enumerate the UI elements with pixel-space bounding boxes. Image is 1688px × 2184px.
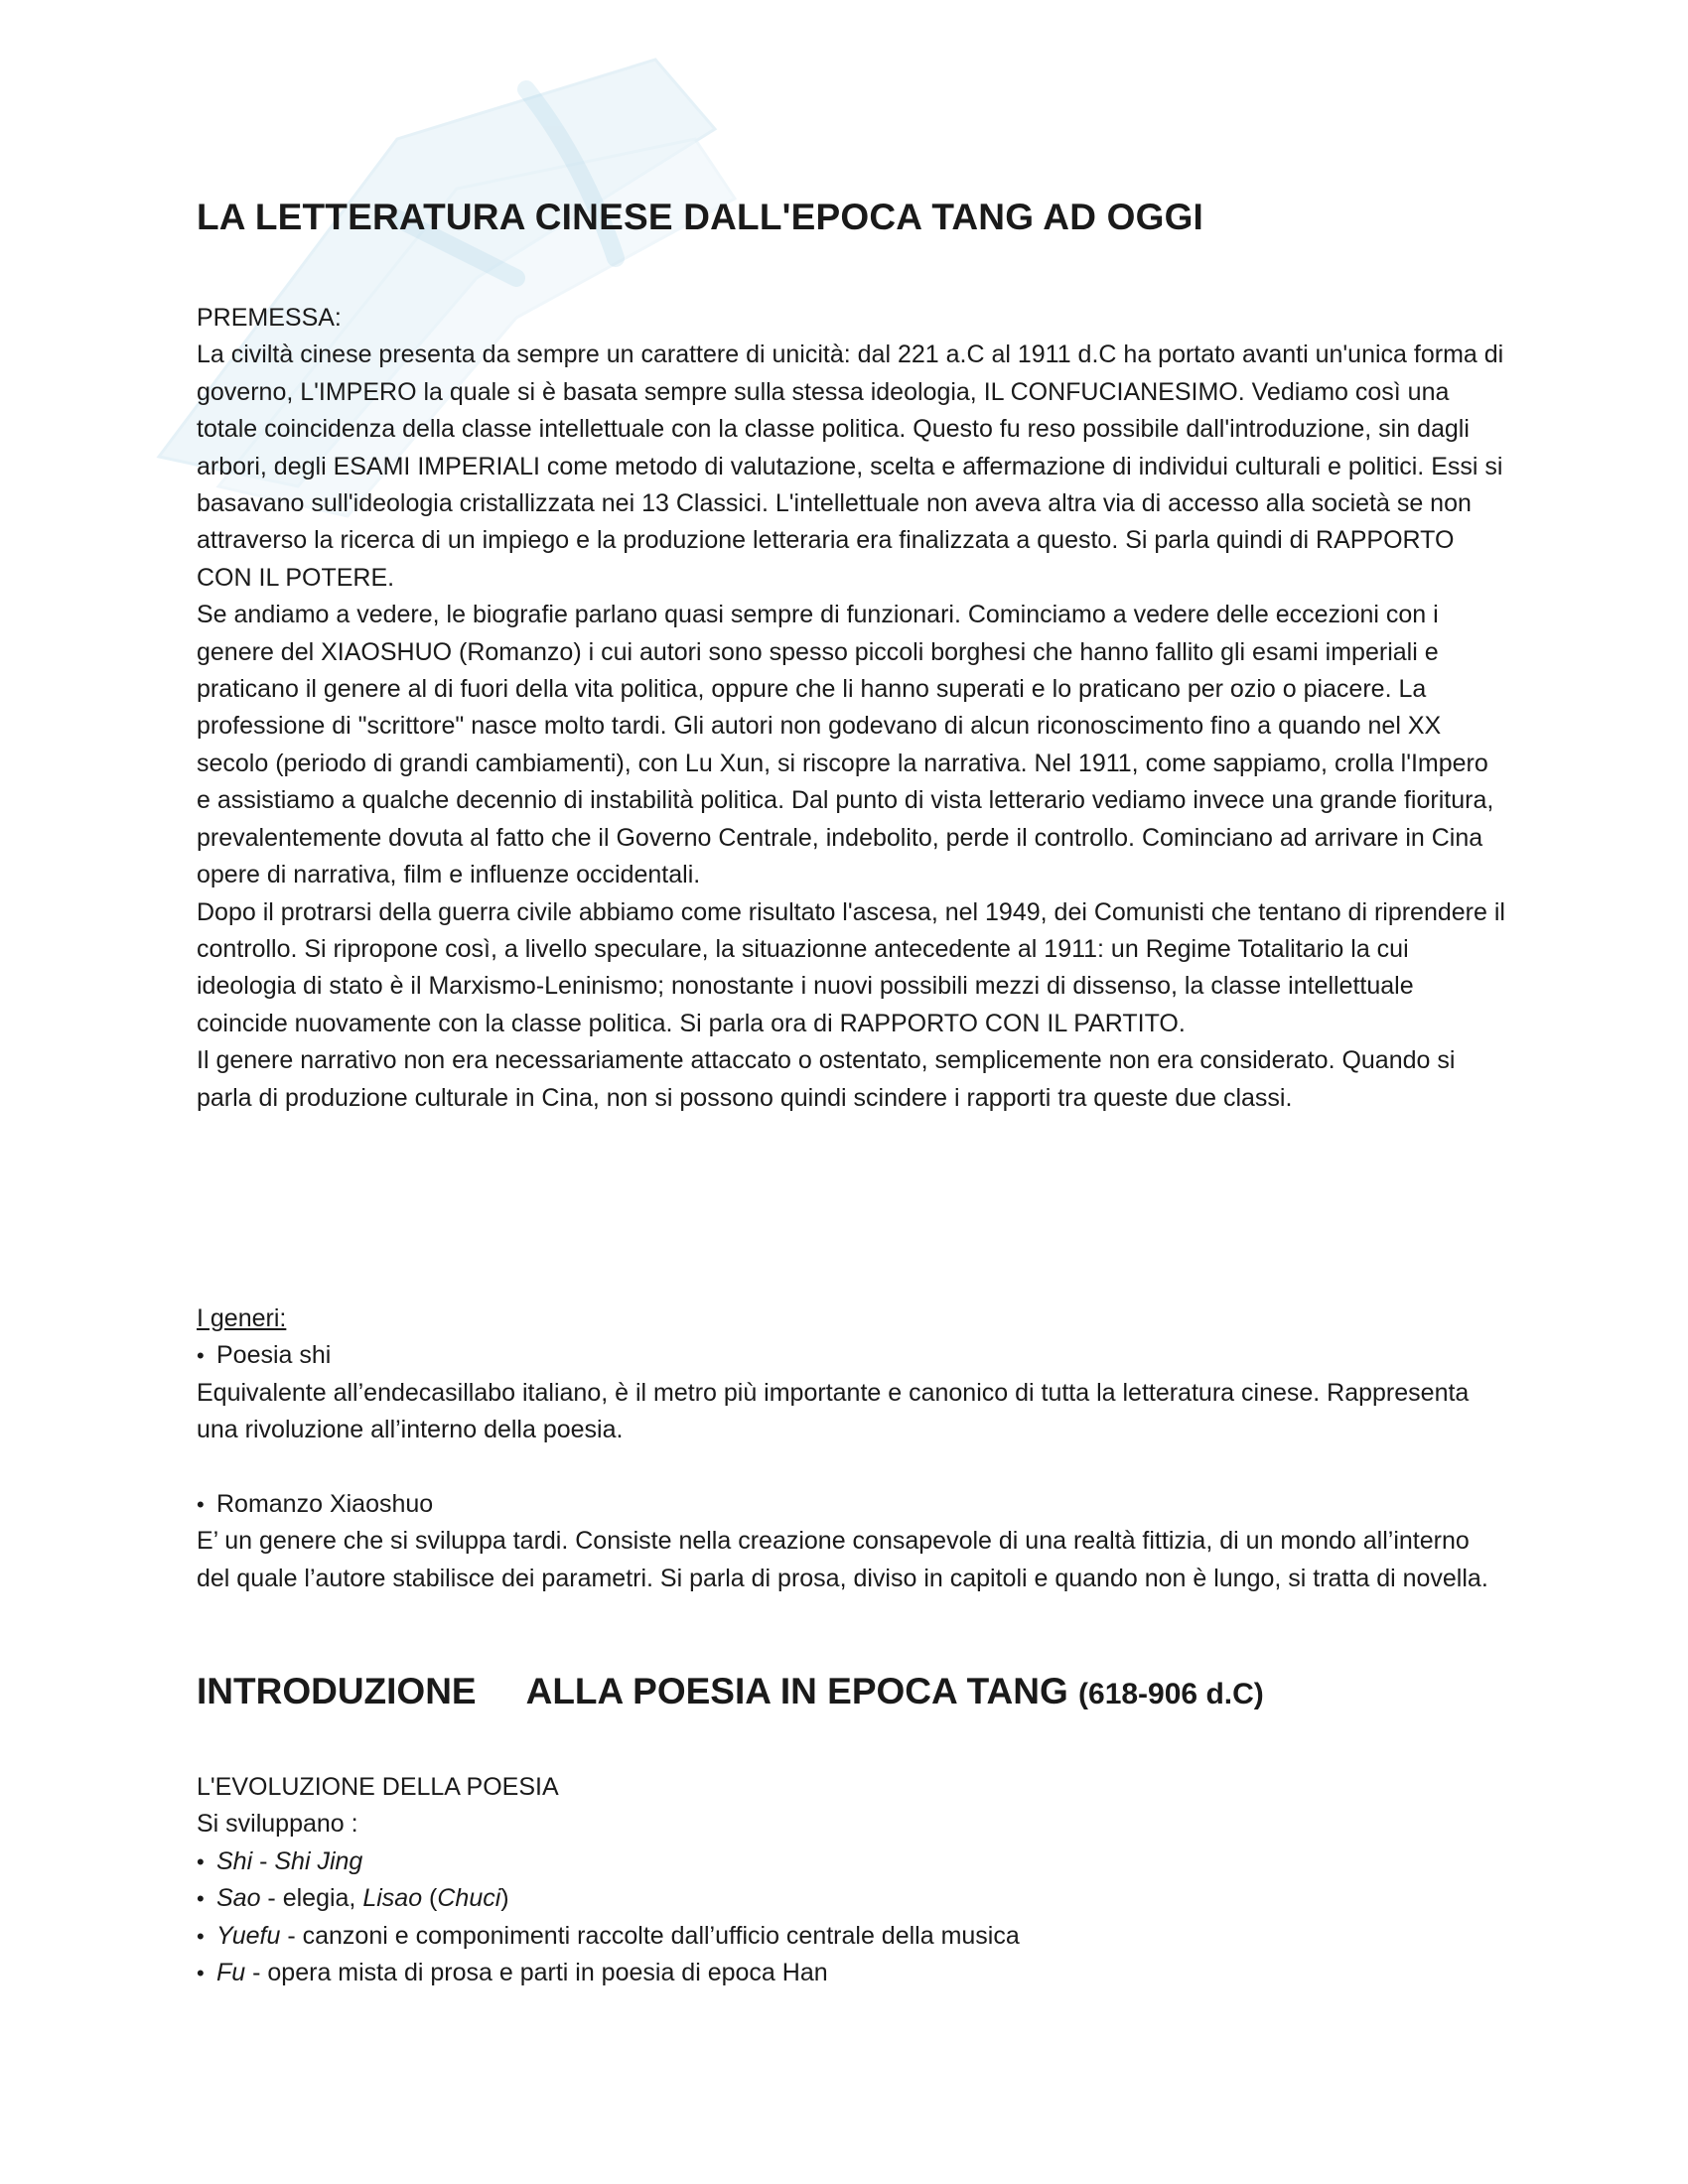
list-item-sep: - opera mista di prosa e parti in poesia di epoca Han	[245, 1959, 828, 1987]
genere-name: Romanzo Xiaoshuo	[216, 1490, 434, 1519]
genere-item-poesia	[197, 1337, 1507, 1374]
section-title-part2: ALLA POESIA IN EPOCA TANG	[525, 1671, 1068, 1711]
list-item	[197, 1843, 1507, 1880]
list-item-sep: - elegia,	[260, 1884, 363, 1913]
premessa-paragraph-2: Se andiamo a vedere, le biografie parlano quasi sempre di funzionari. Cominciamo a vedere delle eccezioni con i genere del XIAOSHUO (Romanzo) i cui autori sono spesso piccoli borghesi che hanno fallito gli esami imperiali e praticano il genere al di fuori della vita politica, oppure che li hanno superati e lo praticano per ozio o piacere. La professione di "scrittore" nasce molto tardi. Gli autori non godevano di alcun riconoscimento fino a quando nel XX secolo (periodo di grandi cambiamenti), con Lu Xun, si riscopre la narrativa. Nel 1911, come sappiamo, crolla l'Impero e assistiamo a qualche decennio di instabilità politica. Dal punto di vista letterario vediamo invece una grande fioritura, prevalentemente dovuta al fatto che il Governo Centrale, indebolito, perde il controllo. Cominciano ad arrivare in Cina opere di narrativa, film e influenze occidentali.	[197, 601, 1494, 889]
section-title-part1: INTRODUZIONE	[197, 1671, 477, 1711]
premessa-paragraph-1: La civiltà cinese presenta da sempre un carattere di unicità: dal 221 a.C al 1911 d.C ha portato avanti un'unica forma di governo, L'IMPERO la quale si è basata sempre sulla stessa ideologia, IL CONFUCIANESIMO. Vediamo così una totale coincidenza della classe intellettuale con la classe politica. Questo fu reso possibile dall'introduzione, sin dagli arbori, degli ESAMI IMPERIALI come metodo di valutazione, scelta e affermazione di individui culturali e politici. Essi si basavano sull'ideologia cristallizzata nei 13 Classici. L'intellettuale non aveva altra via di accesso alla società se non attraverso la ricerca di un impiego e la produzione letteraria era finalizzata a questo. Si parla quindi di RAPPORTO CON IL POTERE.	[197, 341, 1504, 592]
generi-heading: I generi:	[197, 1304, 287, 1332]
premessa-heading: PREMESSA:	[197, 304, 342, 332]
genere-item-romanzo	[197, 1486, 1507, 1523]
list-item-term: Fu	[216, 1959, 246, 1987]
document-title: LA LETTERATURA CINESE DALL'EPOCA TANG AD OGGI	[197, 197, 1204, 237]
evoluzione-intro: Si sviluppano :	[197, 1810, 358, 1839]
premessa-paragraph-4: Il genere narrativo non era necessariamente attaccato o ostentato, semplicemente non era considerato. Quando si parla di produzione culturale in Cina, non si possono quindi scindere i rapporti tra queste due classi.	[197, 1046, 1456, 1112]
section-title-dates: (618-906 d.C)	[1078, 1678, 1264, 1710]
list-item	[197, 1880, 1507, 1917]
list-item-rest: (Chuci)	[429, 1884, 509, 1913]
bullet-icon: •	[197, 1492, 205, 1518]
list-item-term: Yuefu	[216, 1921, 281, 1950]
generi-section	[197, 1300, 1507, 1597]
list-item-term: Shi	[216, 1846, 253, 1875]
evoluzione-heading: L'EVOLUZIONE DELLA POESIA	[197, 1773, 559, 1801]
list-item-sep: - canzoni e componimenti raccolte dall’ufficio centrale della musica	[280, 1921, 1020, 1950]
bullet-icon: •	[197, 1343, 205, 1369]
premessa-section	[197, 300, 1507, 1117]
genere-description: Equivalente all’endecasillabo italiano, è il metro più importante e canonico di tutta la letteratura cinese. Rappresenta una rivoluzione all’interno della poesia.	[197, 1378, 1470, 1444]
list-item	[197, 1918, 1507, 1955]
bullet-icon: •	[197, 1961, 205, 1986]
list-item-term: Sao	[216, 1884, 261, 1913]
premessa-paragraph-3: Dopo il protrarsi della guerra civile abbiamo come risultato l'ascesa, nel 1949, dei Comunisti che tentano di riprendere il controllo. Si ripropone così, a livello speculare, la situazionne antecedente al 1911: un Regime Totalitario la cui ideologia di stato è il Marxismo-Leninismo; nonostante i nuovi possibili mezzi di dissenso, la classe intellettuale coincide nuovamente con la classe politica. Si parla ora di RAPPORTO CON IL PARTITO.	[197, 897, 1505, 1037]
genere-name: Poesia shi	[216, 1341, 332, 1370]
section-title-poesia-tang	[197, 1671, 1264, 1712]
list-item-sep: -	[252, 1846, 275, 1875]
bullet-icon: •	[197, 1848, 205, 1874]
bullet-icon: •	[197, 1923, 205, 1949]
bullet-icon: •	[197, 1886, 205, 1912]
genere-description: E’ un genere che si sviluppa tardi. Consiste nella creazione consapevole di una realtà fittizia, di un mondo all’interno del quale l’autore stabilisce dei parametri. Si parla di prosa, diviso in capitoli e quando non è lungo, si tratta di novella.	[197, 1527, 1488, 1592]
spacer	[197, 1449, 1507, 1486]
list-item	[197, 1955, 1507, 1991]
evoluzione-section	[197, 1769, 1507, 1991]
list-item-italic: Lisao	[362, 1884, 423, 1913]
list-item-italic: Shi Jing	[274, 1846, 363, 1875]
